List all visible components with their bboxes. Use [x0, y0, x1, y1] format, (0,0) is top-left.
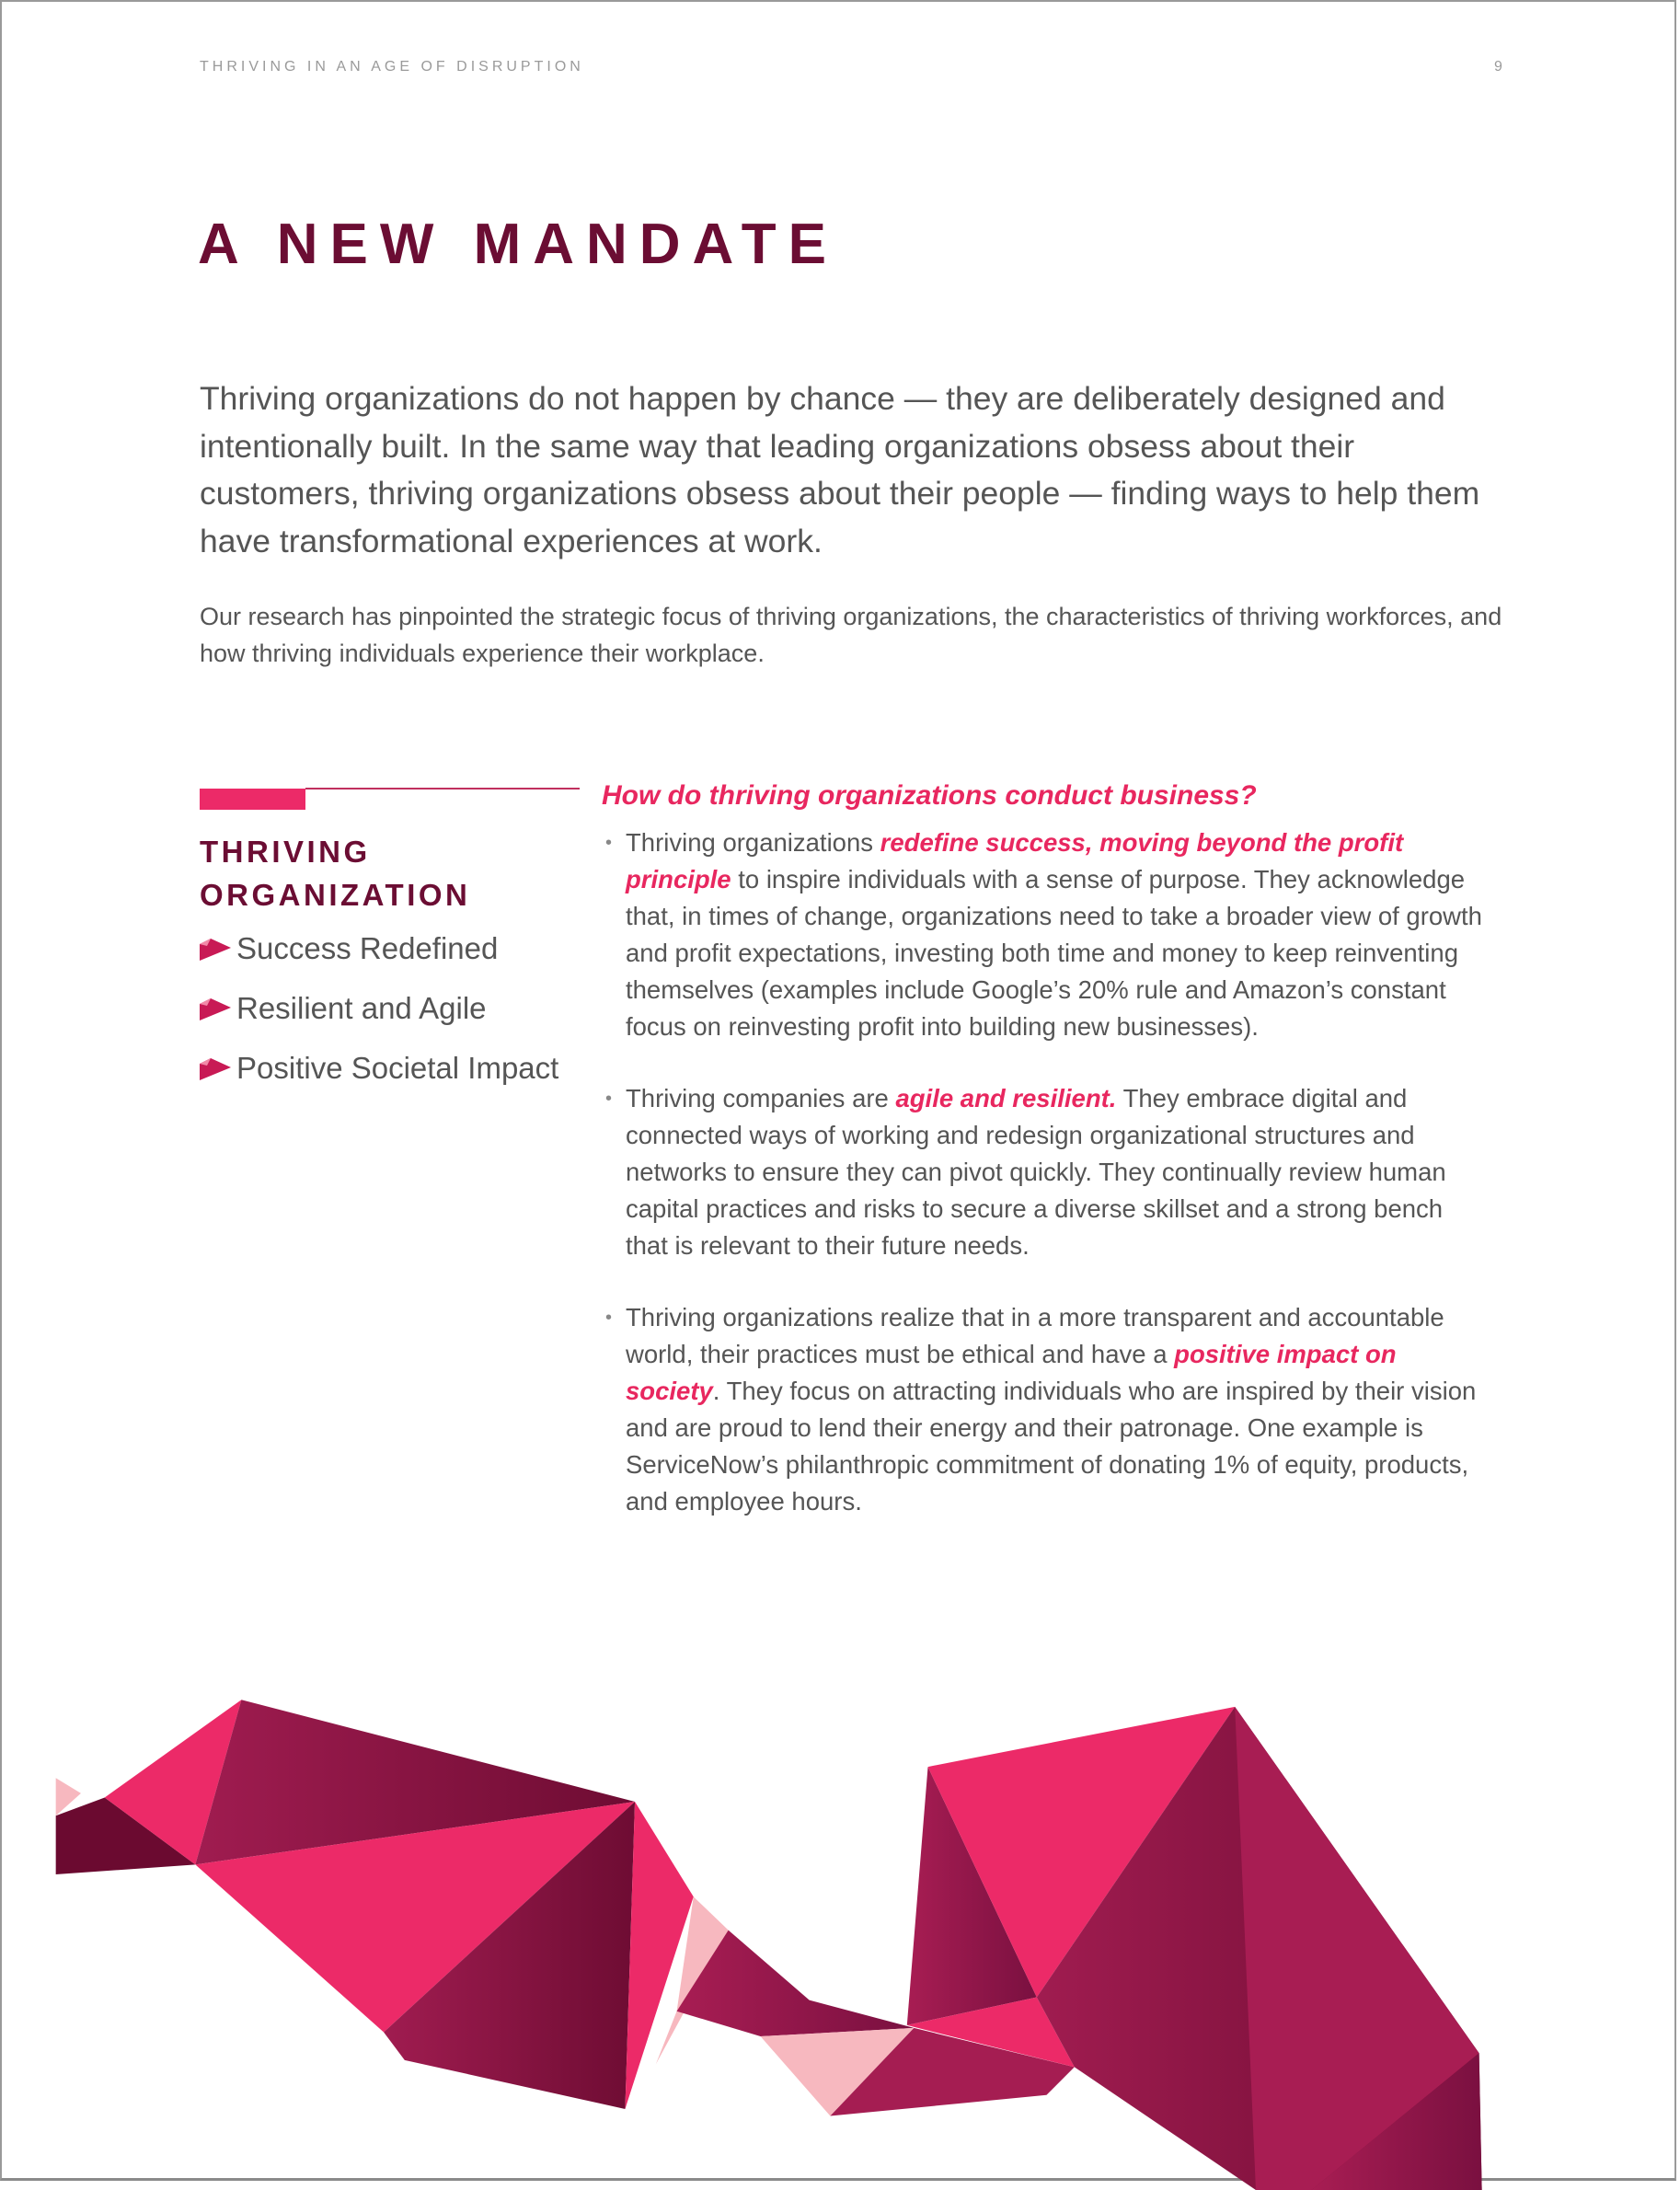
bullet-item	[626, 1299, 1490, 1520]
list-item-label: Success Redefined	[236, 931, 499, 965]
list-item	[200, 989, 568, 1027]
intro-paragraph: Our research has pinpointed the strategic focus of thriving organizations, the characteristics of thriving workforces, and how thriving individuals experience their workplace.	[200, 603, 1502, 667]
bullet-list	[626, 824, 1490, 1555]
bullet-text: . They focus on attracting individuals who are inspired by their vision and are proud to lend their energy and their patronage. One example is ServiceNow’s philanthropic commitment of donating 1% of equity, products, and employee hours.	[626, 1377, 1477, 1516]
bullet-item	[626, 824, 1490, 1045]
list-item	[200, 1049, 568, 1087]
sidebar-heading	[200, 830, 470, 916]
pink-facet-arrow-icon	[200, 939, 233, 961]
page-number: 9	[1494, 59, 1502, 75]
section-question: How do thriving organizations conduct business?	[602, 780, 1257, 811]
running-header: THRIVING IN AN AGE OF DISRUPTION	[200, 59, 584, 75]
accent-bar	[200, 789, 305, 810]
bullet-item	[626, 1080, 1490, 1264]
bullet-text: Thriving organizations	[626, 828, 880, 857]
lead-paragraph: Thriving organizations do not happen by chance — they are deliberately designed and intentionally built. In the same way that leading organizations obsess about their customers, thriving organizations obsess about their people — finding ways to help them have transformational experiences at work.	[200, 380, 1480, 559]
pink-facet-arrow-icon	[200, 1058, 233, 1080]
list-item-label: Positive Societal Impact	[236, 1051, 559, 1085]
bullet-text: Thriving organizations realize that in a more transparent and accountable world, their practices must be ethical and have a	[626, 1303, 1444, 1368]
sidebar-heading-line2: ORGANIZATION	[200, 878, 471, 912]
list-item-label: Resilient and Agile	[236, 991, 487, 1025]
sidebar-list	[200, 929, 568, 1109]
bullet-emphasis: agile and resilient.	[895, 1084, 1117, 1112]
bullet-text: to inspire individuals with a sense of purpose. They acknowledge that, in times of change, organizations need to take a broader view of growth and profit expectations, investing both time and money to keep reinventing themselves (examples include Google’s 20% rule and Amazon’s constant focus on reinvesting profit into building new businesses).	[626, 865, 1482, 1041]
list-item	[200, 929, 568, 967]
bullet-text: They embrace digital and connected ways of working and redesign organizational structures and networks to ensure they can pivot quickly. They continually review human capital practices and risks to secure a diverse skillset and a strong bench that is relevant to their future needs.	[626, 1084, 1446, 1260]
page-title: A NEW MANDATE	[198, 213, 838, 276]
pink-facet-arrow-icon	[200, 998, 233, 1020]
bullet-emphasis: positive impact on society	[626, 1340, 1397, 1405]
sidebar-heading-line1: THRIVING	[200, 835, 371, 869]
bullet-emphasis: redefine success, moving beyond the profit principle	[626, 828, 1404, 893]
divider-rule	[305, 788, 580, 790]
bullet-text: Thriving companies are	[626, 1084, 896, 1112]
